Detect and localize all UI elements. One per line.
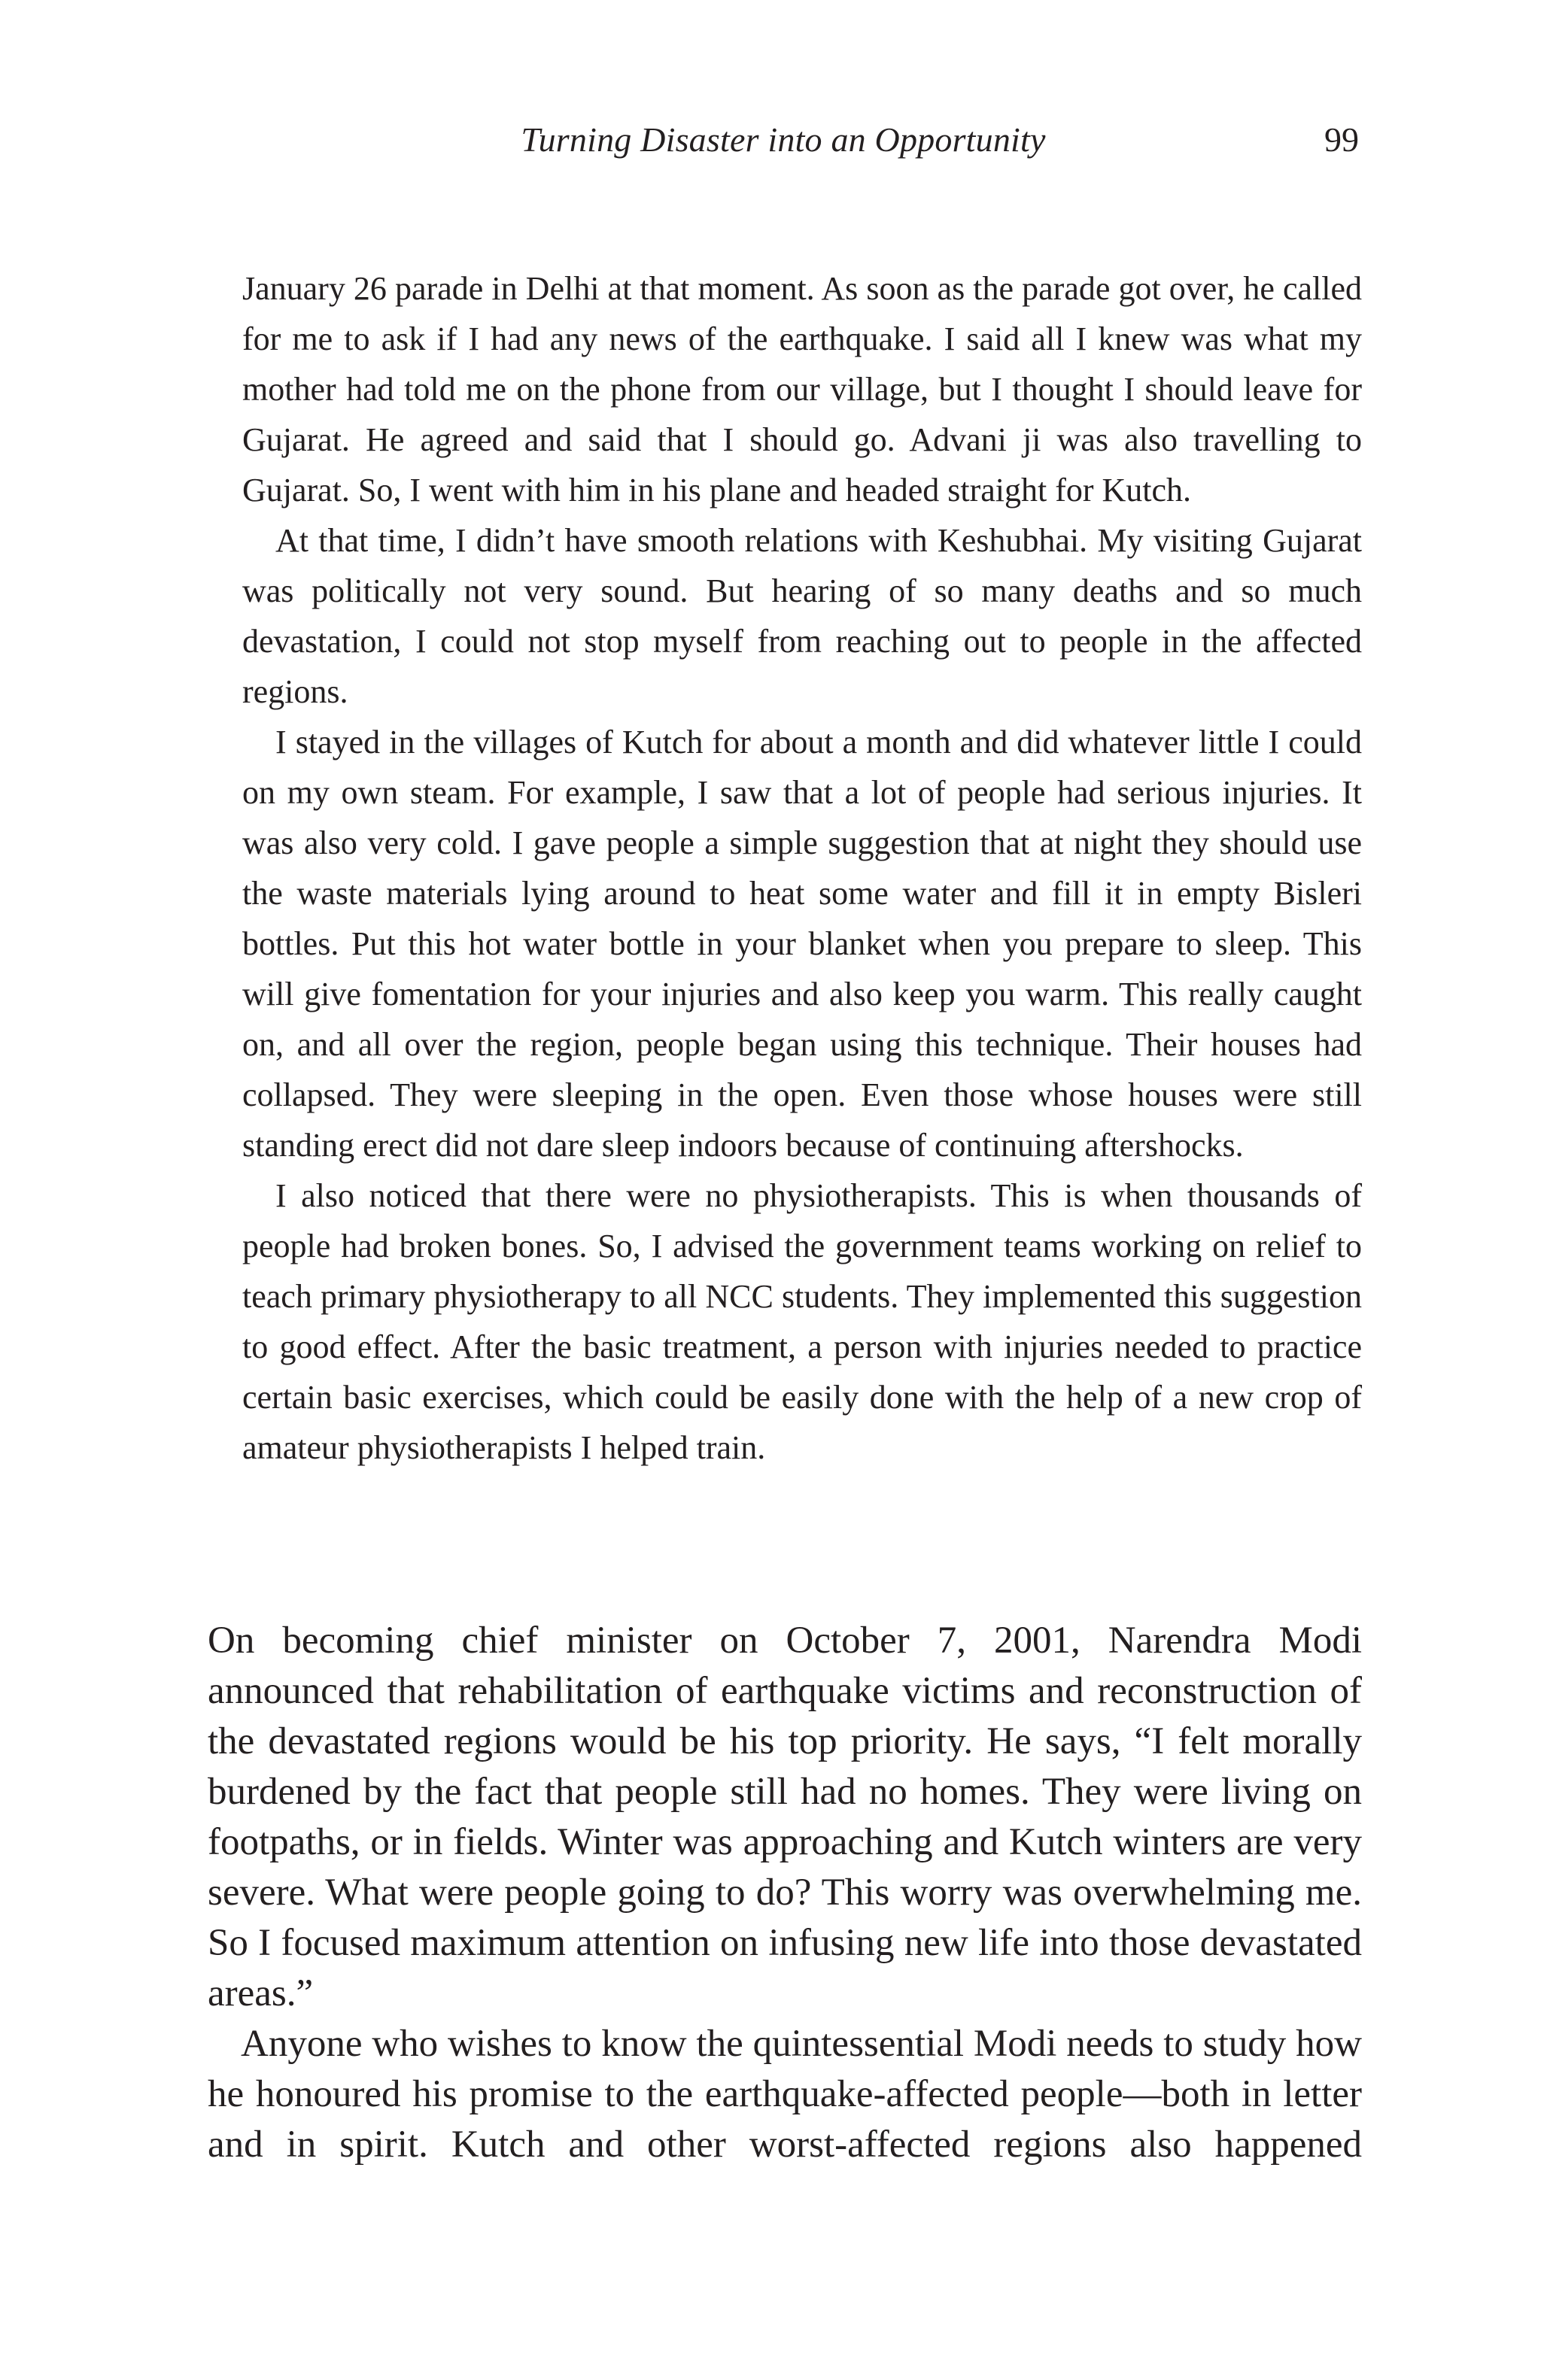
block-quote <box>242 263 1362 1473</box>
body-paragraph-1: On becoming chief minister on October 7, 2001, Narendra Modi announced that rehabilitation of earthquake victims and reconstruction of the devastated regions would be his top priority. He says, “I felt morally burdened by the fact that people still had no homes. They were living on footpaths, or in fields. Winter was approaching and Kutch winters are very severe. What were people going to do? This worry was overwhelming me. So I focused maximum attention on infusing new life into those devastated areas.” <box>208 1620 1362 2014</box>
quote-paragraph-3: I stayed in the villages of Kutch for about a month and did whatever little I could on my own steam. For example, I saw that a lot of people had serious injuries. It was also very cold. I gave people a simple suggestion that at night they should use the waste materials lying around to heat some water and fill it in empty Bisleri bottles. Put this hot water bottle in your blanket when you prepare to sleep. This will give fomentation for your injuries and also keep you warm. This really caught on, and all over the region, people began using this technique. Their houses had collapsed. They were sleeping in the open. Even those whose houses were still standing erect did not dare sleep indoors because of continuing aftershocks. <box>242 724 1362 1164</box>
quote-paragraph-4: I also noticed that there were no physiotherapists. This is when thousands of people had broken bones. So, I advised the government teams working on relief to teach primary physiotherapy to all NCC students. They implemented this suggestion to good effect. After the basic treatment, a person with injuries needed to practice certain basic exercises, which could be easily done with the help of a new crop of amateur physiotherapists I helped train. <box>242 1177 1362 1466</box>
body-text <box>208 1616 1362 2170</box>
running-header <box>208 117 1359 162</box>
body-paragraph-2: Anyone who wishes to know the quintessential Modi needs to study how he honoured his promise to the earthquake-affected people—both in letter and in spirit. Kutch and other worst-affected regions also happened <box>208 2023 1362 2166</box>
running-title: Turning Disaster into an Opportunity <box>521 120 1046 159</box>
quote-paragraph-1: January 26 parade in Delhi at that moment. As soon as the parade got over, he called for me to ask if I had any news of the earthquake. I said all I knew was what my mother had told me on the phone from our village, but I thought I should leave for Gujarat. He agreed and said that I should go. Advani ji was also travelling to Gujarat. So, I went with him in his plane and headed straight for Kutch. <box>242 270 1362 508</box>
quote-paragraph-2: At that time, I didn’t have smooth relations with Keshubhai. My visiting Gujarat was politically not very sound. But hearing of so many deaths and so much devastation, I could not stop myself from reaching out to people in the affected regions. <box>242 522 1362 710</box>
page-number: 99 <box>1324 120 1359 159</box>
